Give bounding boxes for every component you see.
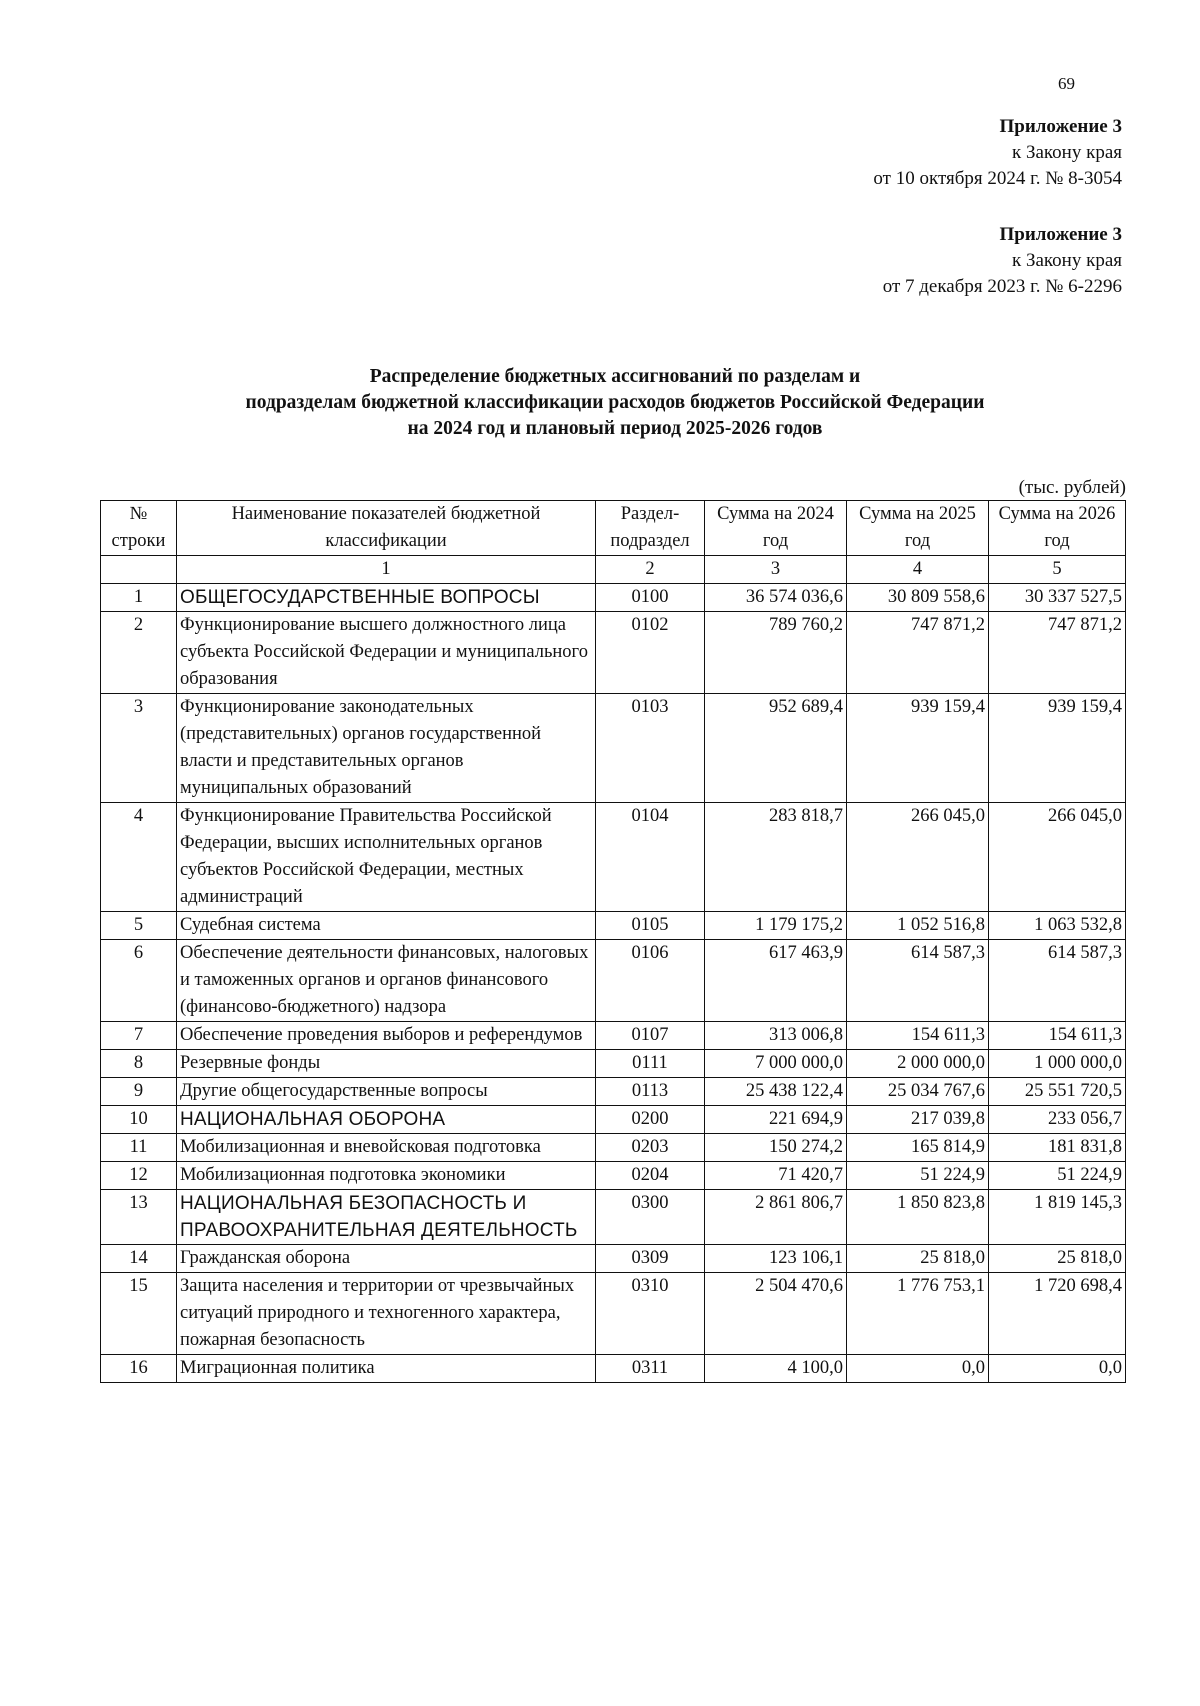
row-name: Гражданская оборона (177, 1245, 596, 1273)
header-code: Раздел-подраздел (596, 501, 705, 556)
row-sum-2026: 1 720 698,4 (989, 1273, 1126, 1355)
table-row (101, 1022, 1126, 1050)
row-number: 1 (101, 584, 177, 612)
row-sum-2026: 51 224,9 (989, 1162, 1126, 1190)
row-sum-2024: 1 179 175,2 (705, 912, 847, 940)
row-code: 0107 (596, 1022, 705, 1050)
row-name: Мобилизационная и вневойсковая подготовка (177, 1134, 596, 1162)
row-name: Функционирование высшего должностного лица субъекта Российской Федерации и муниципального образования (177, 612, 596, 694)
row-sum-2024: 2 504 470,6 (705, 1273, 847, 1355)
row-sum-2025: 1 776 753,1 (847, 1273, 989, 1355)
row-name: Функционирование Правительства Российской Федерации, высших исполнительных органов субъектов Российской Федерации, местных администраций (177, 803, 596, 912)
row-sum-2026: 747 871,2 (989, 612, 1126, 694)
table-row (101, 1134, 1126, 1162)
row-number: 4 (101, 803, 177, 912)
appendix-current-block (873, 114, 1122, 192)
document-title (120, 364, 1110, 442)
row-sum-2025: 1 052 516,8 (847, 912, 989, 940)
units-label: (тыс. рублей) (1018, 477, 1126, 498)
row-sum-2026: 233 056,7 (989, 1106, 1126, 1134)
row-number: 9 (101, 1078, 177, 1106)
budget-table-body (101, 501, 1126, 1383)
row-number: 15 (101, 1273, 177, 1355)
row-sum-2024: 4 100,0 (705, 1355, 847, 1383)
row-sum-2024: 221 694,9 (705, 1106, 847, 1134)
row-sum-2026: 154 611,3 (989, 1022, 1126, 1050)
row-sum-2026: 1 000 000,0 (989, 1050, 1126, 1078)
row-number: 8 (101, 1050, 177, 1078)
row-sum-2024: 617 463,9 (705, 940, 847, 1022)
appendix-current-line2: от 10 октября 2024 г. № 8-3054 (873, 168, 1122, 189)
row-sum-2025: 30 809 558,6 (847, 584, 989, 612)
page-number: 69 (1058, 74, 1075, 93)
appendix-current-line1: к Закону края (1011, 142, 1122, 163)
header-sum-2026: Сумма на 2026 год (989, 501, 1126, 556)
row-code: 0113 (596, 1078, 705, 1106)
row-name: Функционирование законодательных (представительных) органов государственной власти и представительных органов муниципальных образований (177, 694, 596, 803)
row-sum-2026: 1 819 145,3 (989, 1190, 1126, 1245)
row-number: 13 (101, 1190, 177, 1245)
table-row (101, 1245, 1126, 1273)
table-row (101, 1355, 1126, 1383)
appendix-original-title: Приложение 3 (999, 224, 1122, 245)
row-sum-2025: 217 039,8 (847, 1106, 989, 1134)
row-number: 2 (101, 612, 177, 694)
row-code: 0103 (596, 694, 705, 803)
row-code: 0204 (596, 1162, 705, 1190)
row-name: Мобилизационная подготовка экономики (177, 1162, 596, 1190)
row-name: Судебная система (177, 912, 596, 940)
row-name: ОБЩЕГОСУДАРСТВЕННЫЕ ВОПРОСЫ (177, 584, 596, 612)
row-sum-2024: 952 689,4 (705, 694, 847, 803)
row-sum-2026: 181 831,8 (989, 1134, 1126, 1162)
row-sum-2024: 313 006,8 (705, 1022, 847, 1050)
row-sum-2025: 2 000 000,0 (847, 1050, 989, 1078)
row-sum-2025: 939 159,4 (847, 694, 989, 803)
row-number: 11 (101, 1134, 177, 1162)
table-row (101, 1162, 1126, 1190)
row-sum-2024: 150 274,2 (705, 1134, 847, 1162)
row-name: Другие общегосударственные вопросы (177, 1078, 596, 1106)
table-row (101, 584, 1126, 612)
row-name: Резервные фонды (177, 1050, 596, 1078)
row-sum-2025: 0,0 (847, 1355, 989, 1383)
row-sum-2026: 614 587,3 (989, 940, 1126, 1022)
column-number (101, 556, 177, 584)
row-code: 0300 (596, 1190, 705, 1245)
row-sum-2024: 7 000 000,0 (705, 1050, 847, 1078)
table-row (101, 1190, 1126, 1245)
row-number: 3 (101, 694, 177, 803)
row-sum-2026: 25 551 720,5 (989, 1078, 1126, 1106)
row-sum-2026: 25 818,0 (989, 1245, 1126, 1273)
row-sum-2026: 1 063 532,8 (989, 912, 1126, 940)
row-sum-2026: 266 045,0 (989, 803, 1126, 912)
row-code: 0104 (596, 803, 705, 912)
document-title-line3: на 2024 год и плановый период 2025-2026 годов (407, 418, 823, 439)
document-title-line2: подразделам бюджетной классификации расходов бюджетов Российской Федерации (245, 392, 985, 413)
header-sum-2025: Сумма на 2025 год (847, 501, 989, 556)
budget-table (100, 500, 1126, 1383)
row-sum-2024: 123 106,1 (705, 1245, 847, 1273)
row-sum-2024: 2 861 806,7 (705, 1190, 847, 1245)
row-sum-2025: 25 034 767,6 (847, 1078, 989, 1106)
column-number: 5 (989, 556, 1126, 584)
row-name: Защита населения и территории от чрезвычайных ситуаций природного и техногенного характера, пожарная безопасность (177, 1273, 596, 1355)
row-code: 0102 (596, 612, 705, 694)
row-number: 12 (101, 1162, 177, 1190)
table-header-row (101, 501, 1126, 556)
row-sum-2025: 154 611,3 (847, 1022, 989, 1050)
row-name: Миграционная политика (177, 1355, 596, 1383)
row-number: 7 (101, 1022, 177, 1050)
row-sum-2026: 30 337 527,5 (989, 584, 1126, 612)
column-number: 3 (705, 556, 847, 584)
column-number: 1 (177, 556, 596, 584)
row-name: НАЦИОНАЛЬНАЯ БЕЗОПАСНОСТЬ И ПРАВООХРАНИТЕЛЬНАЯ ДЕЯТЕЛЬНОСТЬ (177, 1190, 596, 1245)
table-row (101, 612, 1126, 694)
column-number: 4 (847, 556, 989, 584)
row-sum-2025: 165 814,9 (847, 1134, 989, 1162)
row-name: Обеспечение деятельности финансовых, налоговых и таможенных органов и органов финансового (финансово-бюджетного) надзора (177, 940, 596, 1022)
column-number-row (101, 556, 1126, 584)
table-row (101, 1106, 1126, 1134)
row-code: 0111 (596, 1050, 705, 1078)
table-row (101, 1050, 1126, 1078)
column-number: 2 (596, 556, 705, 584)
table-row (101, 1078, 1126, 1106)
row-number: 5 (101, 912, 177, 940)
table-row (101, 1273, 1126, 1355)
table-row (101, 912, 1126, 940)
appendix-original-block (883, 222, 1122, 300)
appendix-original-line2: от 7 декабря 2023 г. № 6-2296 (882, 276, 1122, 297)
table-row (101, 694, 1126, 803)
document-title-line1: Распределение бюджетных ассигнований по разделам и (369, 366, 861, 387)
row-code: 0100 (596, 584, 705, 612)
row-code: 0105 (596, 912, 705, 940)
row-number: 6 (101, 940, 177, 1022)
row-sum-2024: 25 438 122,4 (705, 1078, 847, 1106)
row-number: 14 (101, 1245, 177, 1273)
row-sum-2024: 71 420,7 (705, 1162, 847, 1190)
row-name: Обеспечение проведения выборов и референдумов (177, 1022, 596, 1050)
row-code: 0200 (596, 1106, 705, 1134)
row-sum-2025: 614 587,3 (847, 940, 989, 1022)
header-sum-2024: Сумма на 2024 год (705, 501, 847, 556)
header-name: Наименование показателей бюджетной классификации (177, 501, 596, 556)
row-name: НАЦИОНАЛЬНАЯ ОБОРОНА (177, 1106, 596, 1134)
row-sum-2025: 747 871,2 (847, 612, 989, 694)
row-sum-2024: 283 818,7 (705, 803, 847, 912)
row-sum-2024: 36 574 036,6 (705, 584, 847, 612)
row-sum-2026: 0,0 (989, 1355, 1126, 1383)
row-code: 0310 (596, 1273, 705, 1355)
row-sum-2025: 266 045,0 (847, 803, 989, 912)
appendix-original-line1: к Закону края (1011, 250, 1122, 271)
row-code: 0106 (596, 940, 705, 1022)
row-code: 0311 (596, 1355, 705, 1383)
row-sum-2025: 51 224,9 (847, 1162, 989, 1190)
row-sum-2026: 939 159,4 (989, 694, 1126, 803)
header-num: № строки (101, 501, 177, 556)
row-number: 16 (101, 1355, 177, 1383)
row-code: 0203 (596, 1134, 705, 1162)
table-row (101, 803, 1126, 912)
row-number: 10 (101, 1106, 177, 1134)
appendix-current-title: Приложение 3 (999, 116, 1122, 137)
row-sum-2025: 25 818,0 (847, 1245, 989, 1273)
row-sum-2024: 789 760,2 (705, 612, 847, 694)
table-row (101, 940, 1126, 1022)
row-sum-2025: 1 850 823,8 (847, 1190, 989, 1245)
row-code: 0309 (596, 1245, 705, 1273)
